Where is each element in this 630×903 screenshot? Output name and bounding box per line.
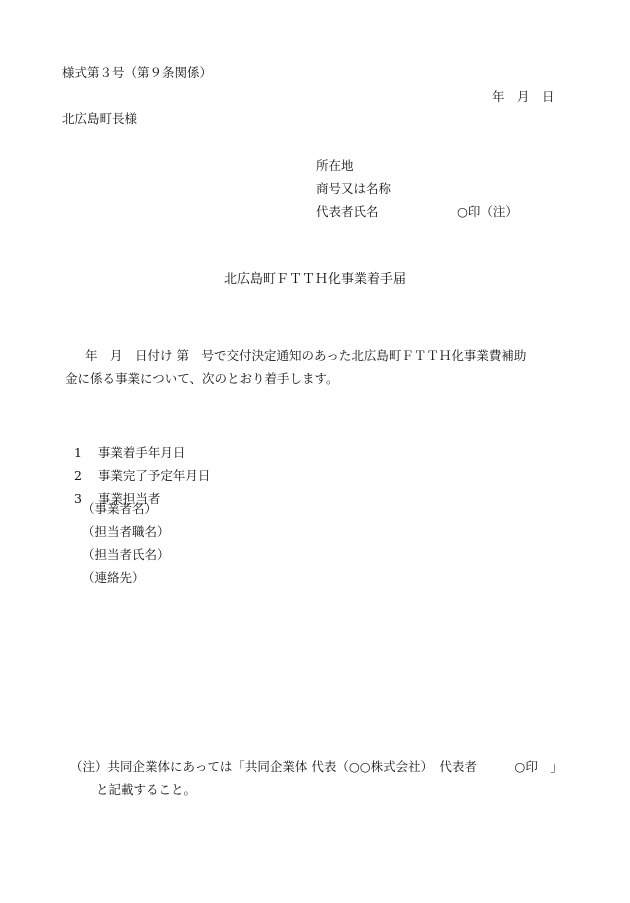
document-title: 北広島町ＦＴＴＨ化事業着手届 bbox=[223, 272, 406, 287]
item-start-date bbox=[66, 434, 185, 459]
contact-business-name: （事業者名） bbox=[82, 501, 158, 516]
applicant-representative-label: 代表者氏名 bbox=[316, 204, 379, 219]
item-completion-date bbox=[66, 457, 210, 482]
item-number: 1 bbox=[73, 444, 82, 460]
date-line: 年 月 日 bbox=[492, 89, 555, 104]
note-line-1: （注）共同企業体にあっては「共同企業体 代表（○○株式会社） 代表者 ○印 」 bbox=[70, 759, 563, 774]
contact-person-title: （担当者職名） bbox=[82, 524, 170, 539]
form-number: 様式第３号（第９条関係） bbox=[62, 65, 213, 80]
note-line-2: と記載すること。 bbox=[96, 782, 197, 797]
note bbox=[70, 755, 590, 801]
item-label: 事業完了予定年月日 bbox=[97, 467, 211, 483]
body-paragraph bbox=[65, 344, 585, 390]
applicant-trade-name-label: 商号又は名称 bbox=[316, 181, 392, 196]
item-label: 事業着手年月日 bbox=[97, 444, 186, 460]
item-number: 2 bbox=[73, 467, 82, 483]
item-number: 3 bbox=[73, 490, 82, 506]
seal-mark: ○印（注） bbox=[457, 204, 518, 219]
contact-info: （連絡先） bbox=[82, 570, 145, 585]
item-label: 事業担当者 bbox=[97, 490, 161, 506]
addressee: 北広島町長様 bbox=[62, 111, 138, 126]
body-line-2: 金に係る事業について、次のとおり着手します。 bbox=[65, 371, 339, 386]
body-line-1: 年 月 日付け 第 号で交付決定通知のあった北広島町ＦＴＴＨ化事業費補助 bbox=[85, 348, 527, 363]
contact-person-name: （担当者氏名） bbox=[82, 547, 170, 562]
applicant-location-label: 所在地 bbox=[316, 158, 354, 173]
